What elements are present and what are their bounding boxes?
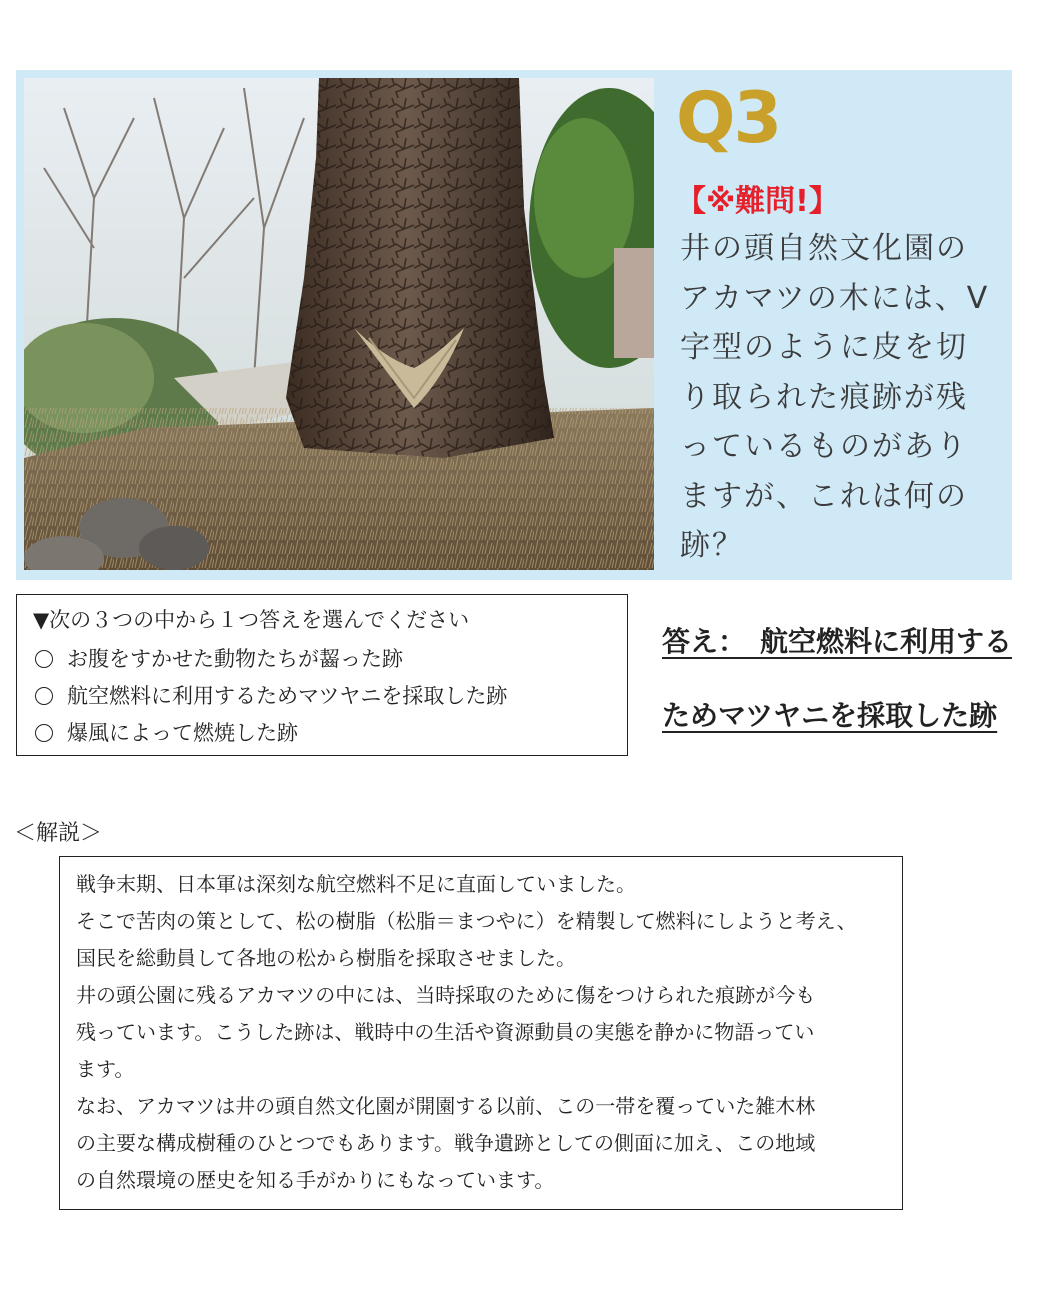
explanation-line: なお、アカマツは井の頭自然文化園が開園する以前、この一帯を覆っていた雑木林 (76, 1094, 816, 1118)
choice-option[interactable] (35, 646, 403, 672)
explanation-heading: ＜解説＞ (14, 821, 103, 846)
explanation-line: の主要な構成樹種のひとつでもあります。戦争遺跡としての側面に加え、この地域 (76, 1131, 816, 1155)
choice-label: 爆風によって燃焼した跡 (67, 721, 298, 745)
answer-line-2: ためマツヤニを採取した跡 (662, 699, 998, 732)
explanation-line: の自然環境の歴史を知る手がかりにもなっています。 (76, 1168, 555, 1192)
question-text: 井の頭自然文化園のアカマツの木には、V字型のように皮を切り取られた痕跡が残っているものがありますが、これは何の跡？ (680, 231, 990, 563)
explanation-line: そこで苦肉の策として、松の樹脂（松脂＝まつやに）を精製して燃料にしようと考え、 (76, 909, 857, 933)
radio-circle-icon[interactable] (35, 687, 53, 705)
question-number: Q3 (676, 77, 781, 159)
radio-circle-icon[interactable] (35, 650, 53, 668)
explanation-line: 国民を総動員して各地の松から樹脂を採取させました。 (76, 946, 576, 970)
choices-prompt: ▼次の３つの中から１つ答えを選んでください (33, 608, 470, 632)
explanation-line: ます。 (76, 1057, 135, 1081)
choice-label: 航空燃料に利用するためマツヤニを採取した跡 (67, 684, 508, 708)
answer-line-1: 答え： 航空燃料に利用する (662, 625, 1013, 658)
explanation-line: 残っています。こうした跡は、戦時中の生活や資源動員の実態を静かに物語ってい (76, 1020, 815, 1044)
difficulty-badge: 【※難問!】 (676, 184, 839, 219)
choices-box (16, 594, 628, 756)
radio-circle-icon[interactable] (35, 724, 53, 742)
choice-option[interactable] (35, 720, 298, 746)
pine-tree-photo (24, 78, 654, 570)
explanation-box (59, 856, 903, 1210)
choice-label: お腹をすかせた動物たちが齧った跡 (67, 647, 403, 671)
explanation-line: 井の頭公園に残るアカマツの中には、当時採取のために傷をつけられた痕跡が今も (76, 983, 816, 1007)
explanation-line: 戦争末期、日本軍は深刻な航空燃料不足に直面していました。 (76, 872, 636, 896)
choice-option[interactable] (35, 683, 507, 709)
